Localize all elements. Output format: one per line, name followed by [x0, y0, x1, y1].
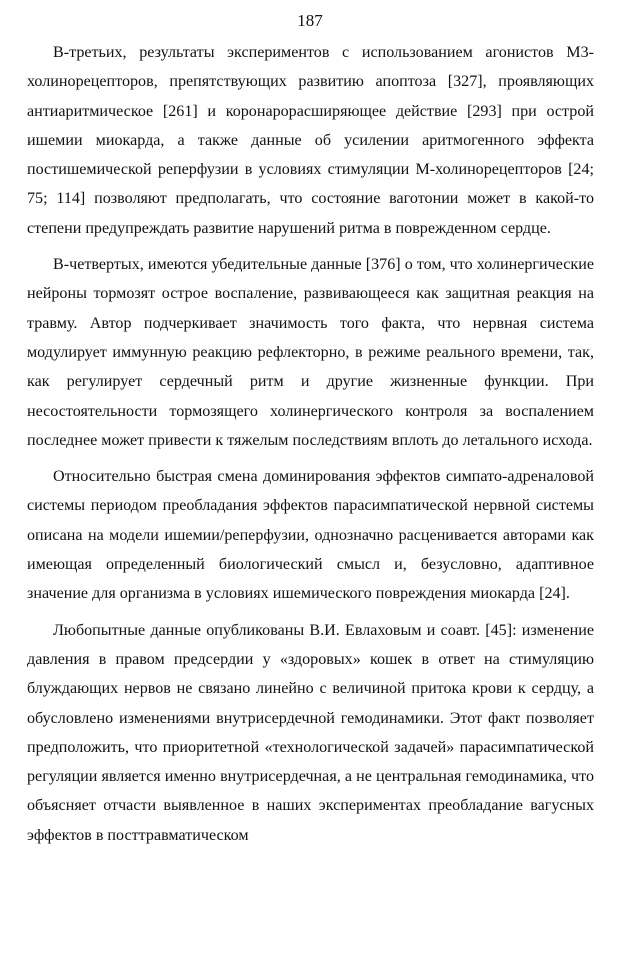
paragraph-2: В-четвертых, имеются убедительные данные [376] о том, что холинергические нейроны тормозят острое воспаление, развивающееся как защитная реакция на травму. Автор подчеркивает значимость того факта, что нервная система модулирует иммунную реакцию рефлекторно, в режиме реального времени, так, как регулирует сердечный ритм и другие жизненные функции. При несостоятельности тормозящего холинергического контроля за воспалением последнее может привести к тяжелым последствиям вплоть до летального исхода.	[27, 256, 594, 449]
paragraph-3: Относительно быстрая смена доминирования эффектов симпато-адреналовой системы периодом преобладания эффектов парасимпатической нервной системы описана на модели ишемии/реперфузии, однозначно расценивается авторами как имеющая определенный биологический смысл и, безусловно, адаптивное значение для организма в условиях ишемического повреждения миокарда [24].	[27, 468, 594, 603]
paragraph-1: В-третьих, результаты экспериментов с использованием агонистов М3-холинорецепторов, препятствующих развитию апоптоза [327], проявляющих антиаритмическое [261] и коронарорасширяющее действие [293] при острой ишемии миокарда, а также данные об усилении аритмогенного эффекта постишемической реперфузии в условиях стимуляции М-холинорецепторов [24; 75; 114] позволяют предполагать, что состояние ваготонии может в какой-то степени предупреждать развитие нарушений ритма в поврежденном сердце.	[27, 44, 594, 237]
page-number: 187	[297, 11, 323, 30]
paragraph-4: Любопытные данные опубликованы В.И. Евлаховым и соавт. [45]: изменение давления в правом предсердии у «здоровых» кошек в ответ на стимуляцию блуждающих нервов не связано линейно с величиной притока крови к сердцу, а обусловлено изменениями внутрисердечной гемодинамики. Этот факт позволяет предположить, что приоритетной «технологической задачей» парасимпатической регуляции является именно внутрисердечная, а не центральная гемодинамика, что объясняет отчасти выявленное в наших экспериментах преобладание вагусных эффектов в посттравматическом	[27, 621, 594, 844]
body-text	[27, 38, 594, 857]
